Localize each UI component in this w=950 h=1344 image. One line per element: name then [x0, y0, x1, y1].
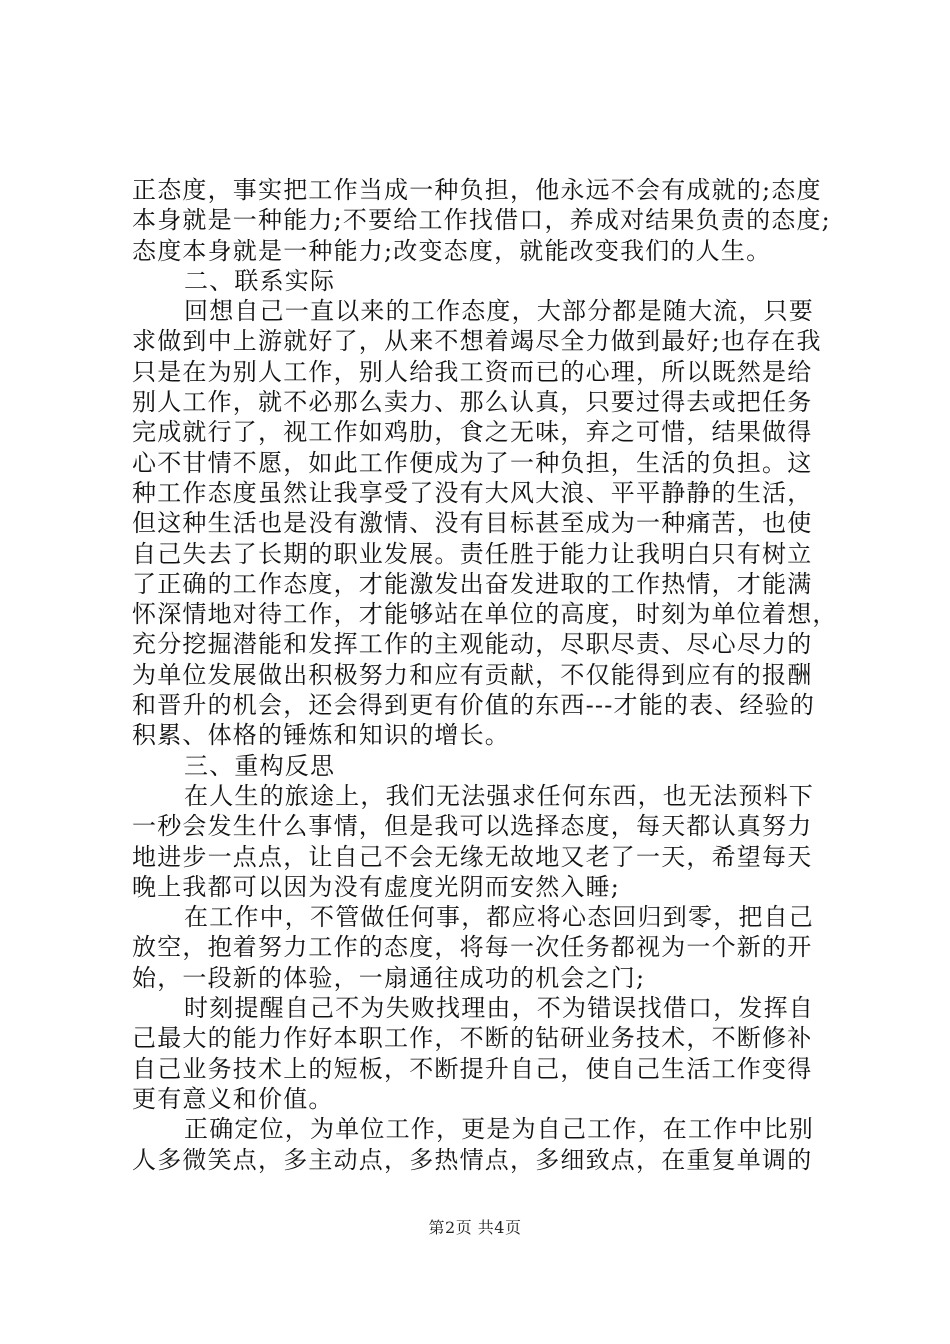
text-line: 自己业务技术上的短板，不断提升自己，使自己生活工作变得	[132, 1054, 813, 1083]
text-line: 别人工作，就不必那么卖力、那么认真，只要过得去或把任务	[132, 388, 813, 417]
text-line: 种工作态度虽然让我享受了没有大风大浪、平平静静的生活，	[132, 478, 813, 507]
text-line: 心不甘情不愿，如此工作便成为了一种负担，生活的负担。这	[132, 448, 813, 477]
text-line: 正确定位，为单位工作，更是为自己工作，在工作中比别	[184, 1115, 814, 1144]
text-line: 放空，抱着努力工作的态度，将每一次任务都视为一个新的开	[132, 933, 813, 962]
text-line: 求做到中上游就好了，从来不想着竭尽全力做到最好;也存在我	[132, 327, 822, 356]
text-line: 更有意义和价值。	[132, 1084, 334, 1113]
text-line: 本身就是一种能力;不要给工作找借口，养成对结果负责的态度;	[132, 206, 831, 235]
text-line: 在工作中，不管做任何事，都应将心态回归到零，把自己	[184, 903, 814, 932]
text-line: 在人生的旅途上，我们无法强求任何东西，也无法预料下	[184, 781, 814, 810]
text-line: 始，一段新的体验，一扇通往成功的机会之门;	[132, 963, 646, 992]
text-line: 三、重构反思	[184, 751, 336, 780]
text-line: 己最大的能力作好本职工作，不断的钻研业务技术，不断修补	[132, 1024, 813, 1053]
text-line: 态度本身就是一种能力;改变态度，就能改变我们的人生。	[132, 236, 772, 265]
text-line: 二、联系实际	[184, 266, 336, 295]
text-line: 自己失去了长期的职业发展。责任胜于能力让我明白只有树立	[132, 539, 813, 568]
text-line: 晚上我都可以因为没有虚度光阴而安然入睡;	[132, 872, 621, 901]
text-line: 为单位发展做出积极努力和应有贡献，不仅能得到应有的报酬	[132, 660, 813, 689]
text-line: 只是在为别人工作，别人给我工资而已的心理，所以既然是给	[132, 357, 813, 386]
text-line: 正态度，事实把工作当成一种负担，他永远不会有成就的;态度	[132, 176, 822, 204]
text-line: 但这种生活也是没有激情、没有目标甚至成为一种痛苦，也使	[132, 509, 813, 538]
text-line: 积累、体格的锤炼和知识的增长。	[132, 721, 510, 750]
text-line: 回想自己一直以来的工作态度，大部分都是随大流，只要	[184, 297, 814, 326]
text-line: 了正确的工作态度，才能激发出奋发进取的工作热情，才能满	[132, 569, 813, 598]
text-line: 完成就行了，视工作如鸡肋，食之无味，弃之可惜，结果做得	[132, 418, 813, 447]
page-footer: 第2页 共4页	[428, 1218, 522, 1237]
text-line: 人多微笑点，多主动点，多热情点，多细致点，在重复单调的	[132, 1145, 813, 1174]
text-line: 充分挖掘潜能和发挥工作的主观能动，尽职尽责、尽心尽力的	[132, 630, 813, 659]
text-line: 一秒会发生什么事情，但是我可以选择态度，每天都认真努力	[132, 812, 813, 841]
text-line: 和晋升的机会，还会得到更有价值的东西---才能的表、经验的	[132, 691, 816, 720]
document-body	[132, 175, 838, 1175]
text-line: 怀深情地对待工作，才能够站在单位的高度，时刻为单位着想，	[132, 600, 838, 629]
text-line: 地进步一点点，让自己不会无缘无故地又老了一天，希望每天	[132, 842, 813, 871]
text-line: 时刻提醒自己不为失败找理由，不为错误找借口，发挥自	[184, 994, 814, 1023]
